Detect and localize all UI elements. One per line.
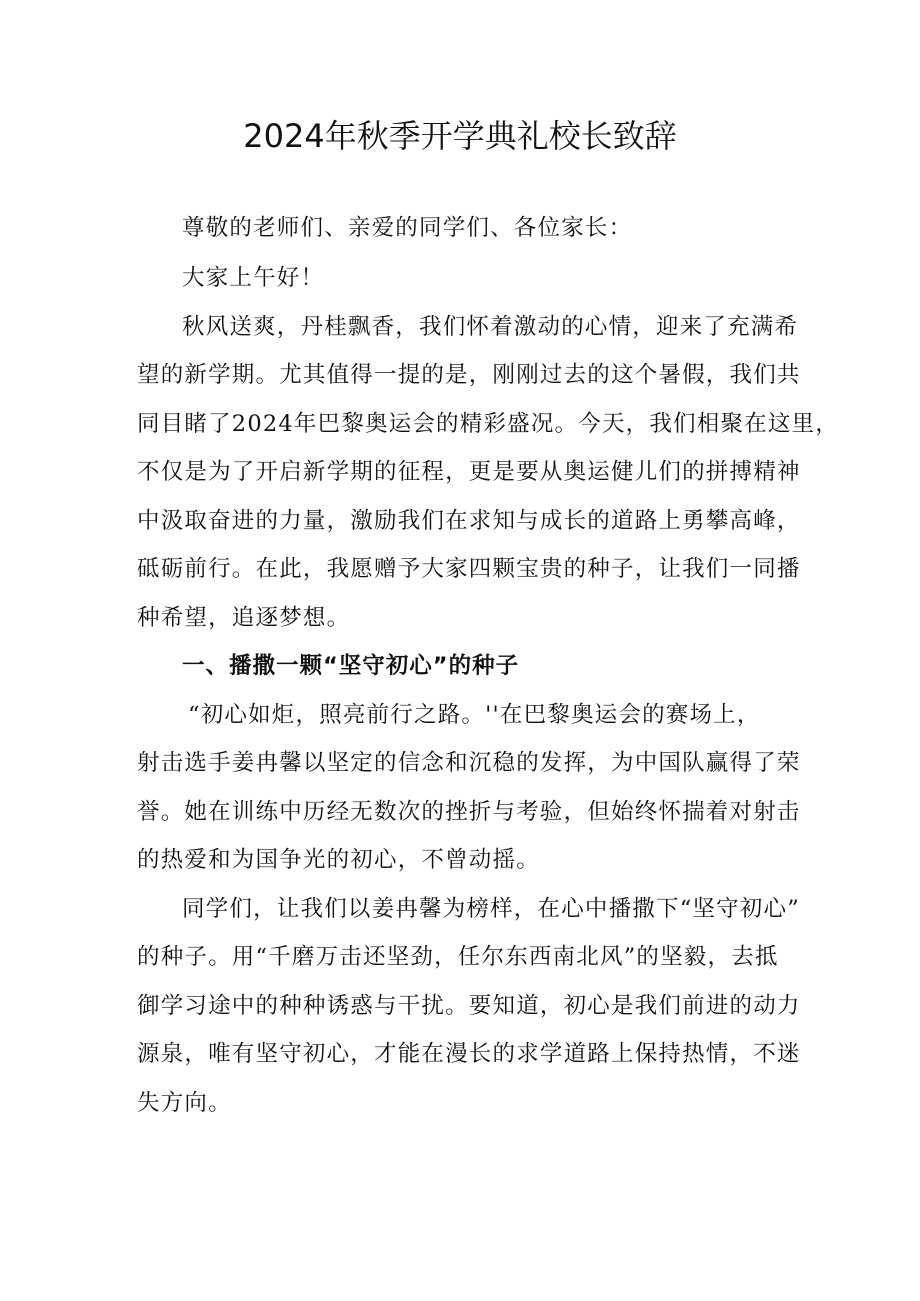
intro-line-7: 种希望，追逐梦想。 [137, 605, 351, 631]
intro-line-3: 同目睹了2024年巴黎奥运会的精彩盛况。今天，我们相聚在这里， [137, 411, 839, 437]
greeting-line: 大家上午好！ [182, 265, 325, 291]
salutation-line: 尊敬的老师们、亲爱的同学们、各位家长： [182, 215, 633, 241]
closing-line-2: 的种子。用“千磨万击还坚劲，任尔东西南北风”的坚毅，去抵 [137, 944, 779, 970]
intro-line-4: 不仅是为了开启新学期的征程，更是要从奥运健儿们的拼搏精神 [137, 459, 801, 485]
section-line-1: “初心如炬，照亮前行之路。''在巴黎奥运会的赛场上， [188, 702, 761, 728]
section-line-3: 誉。她在训练中历经无数次的挫折与考验，但始终怀揣着对射击 [137, 799, 801, 825]
closing-line-5: 失方向。 [137, 1090, 232, 1116]
intro-line-1: 秋风送爽，丹桂飘香，我们怀着激动的心情，迎来了充满希 [182, 314, 799, 340]
section-line-2: 射击选手姜冉馨以坚定的信念和沉稳的发挥，为中国队赢得了荣 [137, 750, 801, 776]
closing-line-3: 御学习途中的种种诱惑与干扰。要知道，初心是我们前进的动力 [137, 993, 801, 1019]
intro-line-2: 望的新学期。尤其值得一提的是，刚刚过去的这个暑假，我们共 [137, 362, 801, 388]
closing-line-1: 同学们，让我们以姜冉馨为榜样，在心中播撒下“坚守初心” [182, 896, 800, 922]
section-line-4: 的热爱和为国争光的初心，不曾动摇。 [137, 847, 540, 873]
document-title: 2024年秋季开学典礼校长致辞 [243, 117, 677, 155]
intro-line-5: 中汲取奋进的力量，激励我们在求知与成长的道路上勇攀高峰， [137, 508, 801, 534]
intro-line-6: 砥砺前行。在此，我愿赠予大家四颗宝贵的种子，让我们一同播 [137, 556, 801, 582]
closing-line-4: 源泉，唯有坚守初心，才能在漫长的求学道路上保持热情，不迷 [137, 1041, 801, 1067]
section-heading: 一、播撒一颗“坚守初心”的种子 [182, 653, 520, 679]
